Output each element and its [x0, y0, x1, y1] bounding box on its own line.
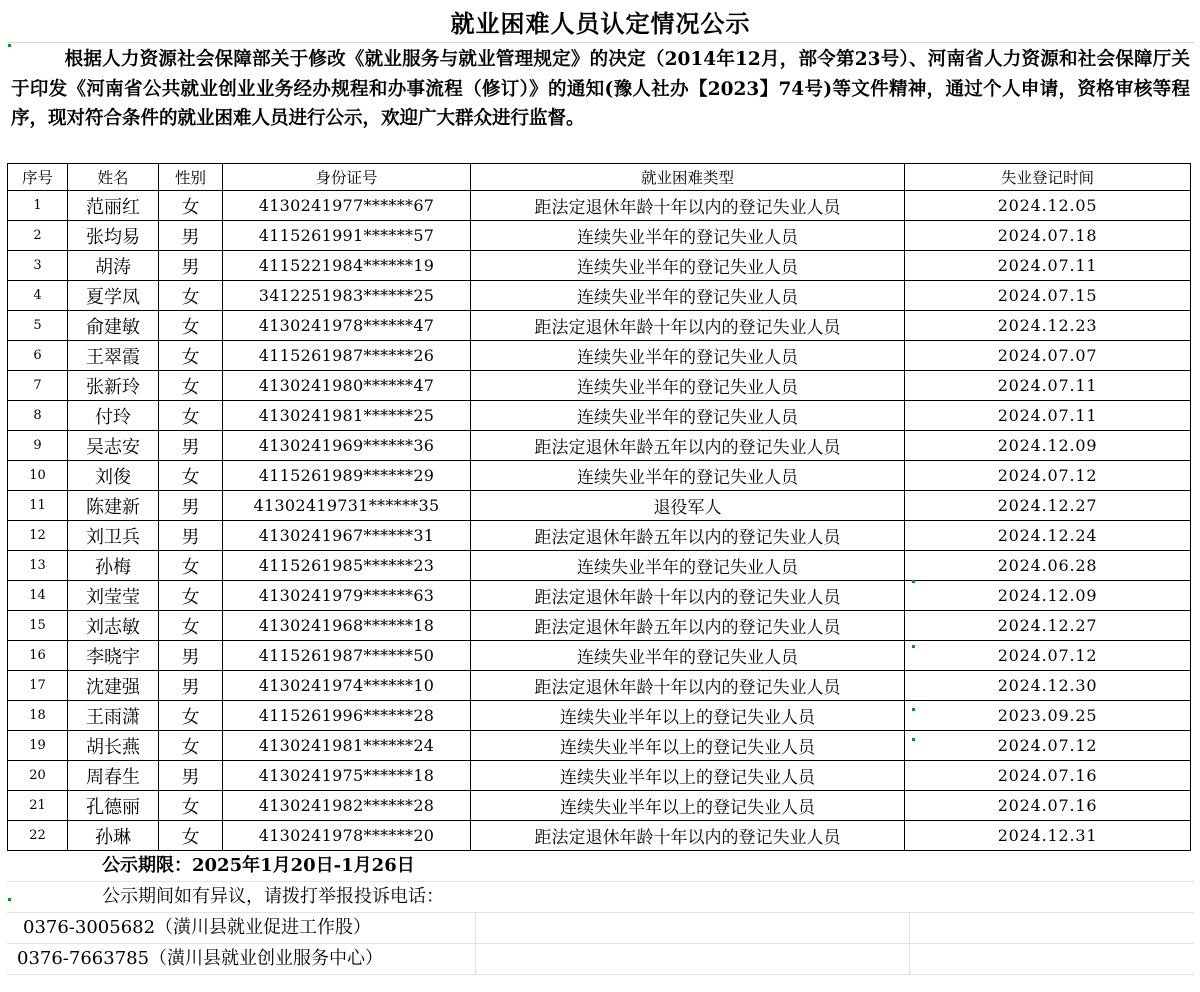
table-row	[8, 791, 1191, 821]
page-title: 就业困难人员认定情况公示	[7, 6, 1194, 43]
difficulty-type: 连续失业半年的登记失业人员	[471, 251, 905, 281]
cell-divider	[475, 944, 476, 974]
row-number: 17	[8, 671, 68, 701]
person-gender: 男	[159, 671, 223, 701]
registration-date: 2024.12.24	[905, 521, 1191, 551]
person-gender: 男	[159, 761, 223, 791]
difficulty-type: 连续失业半年的登记失业人员	[471, 461, 905, 491]
registration-date: 2024.06.28	[905, 551, 1191, 581]
id-number: 41302419731******35	[223, 491, 471, 521]
table-header-row	[8, 164, 1191, 191]
row-number: 19	[8, 731, 68, 761]
id-number: 4115261987******26	[223, 341, 471, 371]
person-name: 刘志敏	[68, 611, 159, 641]
table-row	[8, 371, 1191, 401]
table-row	[8, 311, 1191, 341]
registration-date: 2024.12.31	[905, 821, 1191, 851]
cell-divider	[909, 944, 910, 974]
person-name: 胡涛	[68, 251, 159, 281]
registration-date: 2024.07.11	[905, 251, 1191, 281]
person-name: 陈建新	[68, 491, 159, 521]
difficulty-type: 连续失业半年以上的登记失业人员	[471, 761, 905, 791]
table-row	[8, 701, 1191, 731]
person-gender: 女	[159, 311, 223, 341]
phone-employment-service-center: 0376-7663785（潢川县就业创业服务中心）	[17, 948, 384, 969]
table-row	[8, 251, 1191, 281]
cell-divider	[475, 913, 476, 943]
person-name: 张新玲	[68, 371, 159, 401]
cell-marker	[912, 580, 915, 583]
table-row	[8, 671, 1191, 701]
registration-date: 2024.07.15	[905, 281, 1191, 311]
person-gender: 女	[159, 371, 223, 401]
person-gender: 女	[159, 461, 223, 491]
registration-date: 2024.07.07	[905, 341, 1191, 371]
registration-date: 2024.12.09	[905, 581, 1191, 611]
row-number: 7	[8, 371, 68, 401]
header-date: 失业登记时间	[905, 164, 1191, 191]
difficulty-type: 距法定退休年龄五年以内的登记失业人员	[471, 431, 905, 461]
table-row	[8, 221, 1191, 251]
person-gender: 男	[159, 521, 223, 551]
difficulty-type: 连续失业半年的登记失业人员	[471, 371, 905, 401]
row-number: 14	[8, 581, 68, 611]
person-gender: 男	[159, 431, 223, 461]
id-number: 4130241974******10	[223, 671, 471, 701]
id-number: 4130241968******18	[223, 611, 471, 641]
table-row	[8, 551, 1191, 581]
cell-marker	[8, 44, 11, 47]
table-row	[8, 821, 1191, 851]
person-name: 俞建敏	[68, 311, 159, 341]
row-number: 20	[8, 761, 68, 791]
person-name: 孙梅	[68, 551, 159, 581]
person-name: 李晓宇	[68, 641, 159, 671]
id-number: 4130241978******20	[223, 821, 471, 851]
id-number: 4130241980******47	[223, 371, 471, 401]
table-row	[8, 461, 1191, 491]
person-name: 吴志安	[68, 431, 159, 461]
person-name: 王翠霞	[68, 341, 159, 371]
table-body	[8, 191, 1191, 851]
footer-phone2-row	[7, 944, 1194, 975]
table-row	[8, 281, 1191, 311]
header-type: 就业困难类型	[471, 164, 905, 191]
person-gender: 男	[159, 641, 223, 671]
table-row	[8, 581, 1191, 611]
id-number: 4130241978******47	[223, 311, 471, 341]
difficulty-type: 连续失业半年的登记失业人员	[471, 641, 905, 671]
row-number: 9	[8, 431, 68, 461]
registration-date: 2023.09.25	[905, 701, 1191, 731]
row-number: 4	[8, 281, 68, 311]
difficulty-type: 距法定退休年龄十年以内的登记失业人员	[471, 581, 905, 611]
person-name: 胡长燕	[68, 731, 159, 761]
personnel-table	[7, 163, 1191, 851]
registration-date: 2024.12.27	[905, 491, 1191, 521]
id-number: 4130241979******63	[223, 581, 471, 611]
objection-notice: 公示期间如有异议，请拨打举报投诉电话：	[102, 886, 444, 907]
person-gender: 女	[159, 551, 223, 581]
person-gender: 女	[159, 191, 223, 221]
header-id: 身份证号	[223, 164, 471, 191]
person-name: 沈建强	[68, 671, 159, 701]
registration-date: 2024.07.11	[905, 371, 1191, 401]
registration-date: 2024.07.18	[905, 221, 1191, 251]
row-number: 2	[8, 221, 68, 251]
id-number: 3412251983******25	[223, 281, 471, 311]
difficulty-type: 连续失业半年以上的登记失业人员	[471, 731, 905, 761]
difficulty-type: 距法定退休年龄十年以内的登记失业人员	[471, 671, 905, 701]
registration-date: 2024.07.11	[905, 401, 1191, 431]
phone-employment-promotion: 0376-3005682（潢川县就业促进工作股）	[23, 917, 372, 938]
table-row	[8, 521, 1191, 551]
table-row	[8, 731, 1191, 761]
id-number: 4115261985******23	[223, 551, 471, 581]
footer	[7, 851, 1194, 975]
person-gender: 女	[159, 701, 223, 731]
difficulty-type: 距法定退休年龄十年以内的登记失业人员	[471, 821, 905, 851]
cell-marker	[912, 645, 915, 648]
difficulty-type: 连续失业半年的登记失业人员	[471, 281, 905, 311]
difficulty-type: 连续失业半年的登记失业人员	[471, 341, 905, 371]
table-row	[8, 491, 1191, 521]
registration-date: 2024.07.12	[905, 461, 1191, 491]
cell-marker	[912, 738, 915, 741]
row-number: 5	[8, 311, 68, 341]
footer-phone1-row	[7, 913, 1194, 944]
person-gender: 女	[159, 821, 223, 851]
registration-date: 2024.07.12	[905, 641, 1191, 671]
row-number: 15	[8, 611, 68, 641]
person-name: 付玲	[68, 401, 159, 431]
header-gender: 性别	[159, 164, 223, 191]
person-name: 孔德丽	[68, 791, 159, 821]
table-row	[8, 431, 1191, 461]
id-number: 4115221984******19	[223, 251, 471, 281]
person-name: 周春生	[68, 761, 159, 791]
person-name: 刘卫兵	[68, 521, 159, 551]
person-gender: 女	[159, 731, 223, 761]
row-number: 12	[8, 521, 68, 551]
registration-date: 2024.07.12	[905, 731, 1191, 761]
row-number: 8	[8, 401, 68, 431]
registration-date: 2024.12.30	[905, 671, 1191, 701]
cell-divider	[909, 913, 910, 943]
person-name: 范丽红	[68, 191, 159, 221]
registration-date: 2024.12.05	[905, 191, 1191, 221]
person-gender: 女	[159, 281, 223, 311]
intro-paragraph: 根据人力资源社会保障部关于修改《就业服务与就业管理规定》的决定（2014年12月，部令第23号）、河南省人力资源和社会保障厅关于印发《河南省公共就业创业业务经办规程和办事流程（修订）》的通知(豫人社办【2023】74号)等文件精神，通过个人申请，资格审核等程序，现对符合条件的就业困难人员进行公示，欢迎广大群众进行监督。	[11, 49, 1190, 129]
table-row	[8, 761, 1191, 791]
id-number: 4115261991******57	[223, 221, 471, 251]
row-number: 10	[8, 461, 68, 491]
person-name: 夏学凤	[68, 281, 159, 311]
row-number: 3	[8, 251, 68, 281]
id-number: 4115261987******50	[223, 641, 471, 671]
person-gender: 男	[159, 221, 223, 251]
person-gender: 女	[159, 341, 223, 371]
person-gender: 男	[159, 251, 223, 281]
cell-marker	[912, 708, 915, 711]
person-name: 孙琳	[68, 821, 159, 851]
difficulty-type: 连续失业半年的登记失业人员	[471, 221, 905, 251]
table-row	[8, 341, 1191, 371]
row-number: 11	[8, 491, 68, 521]
row-number: 16	[8, 641, 68, 671]
difficulty-type: 距法定退休年龄十年以内的登记失业人员	[471, 191, 905, 221]
id-number: 4130241975******18	[223, 761, 471, 791]
registration-date: 2024.07.16	[905, 761, 1191, 791]
person-gender: 女	[159, 581, 223, 611]
id-number: 4130241981******25	[223, 401, 471, 431]
person-name: 王雨潇	[68, 701, 159, 731]
difficulty-type: 连续失业半年以上的登记失业人员	[471, 791, 905, 821]
footer-period-row	[7, 851, 1194, 882]
difficulty-type: 连续失业半年的登记失业人员	[471, 401, 905, 431]
id-number: 4130241967******31	[223, 521, 471, 551]
id-number: 4130241977******67	[223, 191, 471, 221]
row-number: 6	[8, 341, 68, 371]
person-name: 张均易	[68, 221, 159, 251]
person-name: 刘莹莹	[68, 581, 159, 611]
registration-date: 2024.12.09	[905, 431, 1191, 461]
notice-sheet	[7, 6, 1194, 975]
person-gender: 女	[159, 401, 223, 431]
person-gender: 女	[159, 611, 223, 641]
id-number: 4115261989******29	[223, 461, 471, 491]
publicity-period: 公示期限：2025年1月20日-1月26日	[102, 855, 415, 876]
difficulty-type: 退役军人	[471, 491, 905, 521]
row-number: 13	[8, 551, 68, 581]
table-row	[8, 191, 1191, 221]
row-number: 22	[8, 821, 68, 851]
id-number: 4115261996******28	[223, 701, 471, 731]
cell-marker	[8, 898, 11, 901]
footer-notice-row	[7, 882, 1194, 913]
difficulty-type: 连续失业半年的登记失业人员	[471, 551, 905, 581]
header-no: 序号	[8, 164, 68, 191]
row-number: 21	[8, 791, 68, 821]
difficulty-type: 距法定退休年龄十年以内的登记失业人员	[471, 311, 905, 341]
header-name: 姓名	[68, 164, 159, 191]
registration-date: 2024.12.27	[905, 611, 1191, 641]
difficulty-type: 连续失业半年以上的登记失业人员	[471, 701, 905, 731]
table-row	[8, 611, 1191, 641]
difficulty-type: 距法定退休年龄五年以内的登记失业人员	[471, 521, 905, 551]
person-gender: 女	[159, 791, 223, 821]
difficulty-type: 距法定退休年龄五年以内的登记失业人员	[471, 611, 905, 641]
person-name: 刘俊	[68, 461, 159, 491]
row-number: 18	[8, 701, 68, 731]
table-row	[8, 401, 1191, 431]
person-gender: 男	[159, 491, 223, 521]
table-row	[8, 641, 1191, 671]
id-number: 4130241969******36	[223, 431, 471, 461]
registration-date: 2024.07.16	[905, 791, 1191, 821]
registration-date: 2024.12.23	[905, 311, 1191, 341]
id-number: 4130241981******24	[223, 731, 471, 761]
id-number: 4130241982******28	[223, 791, 471, 821]
row-number: 1	[8, 191, 68, 221]
